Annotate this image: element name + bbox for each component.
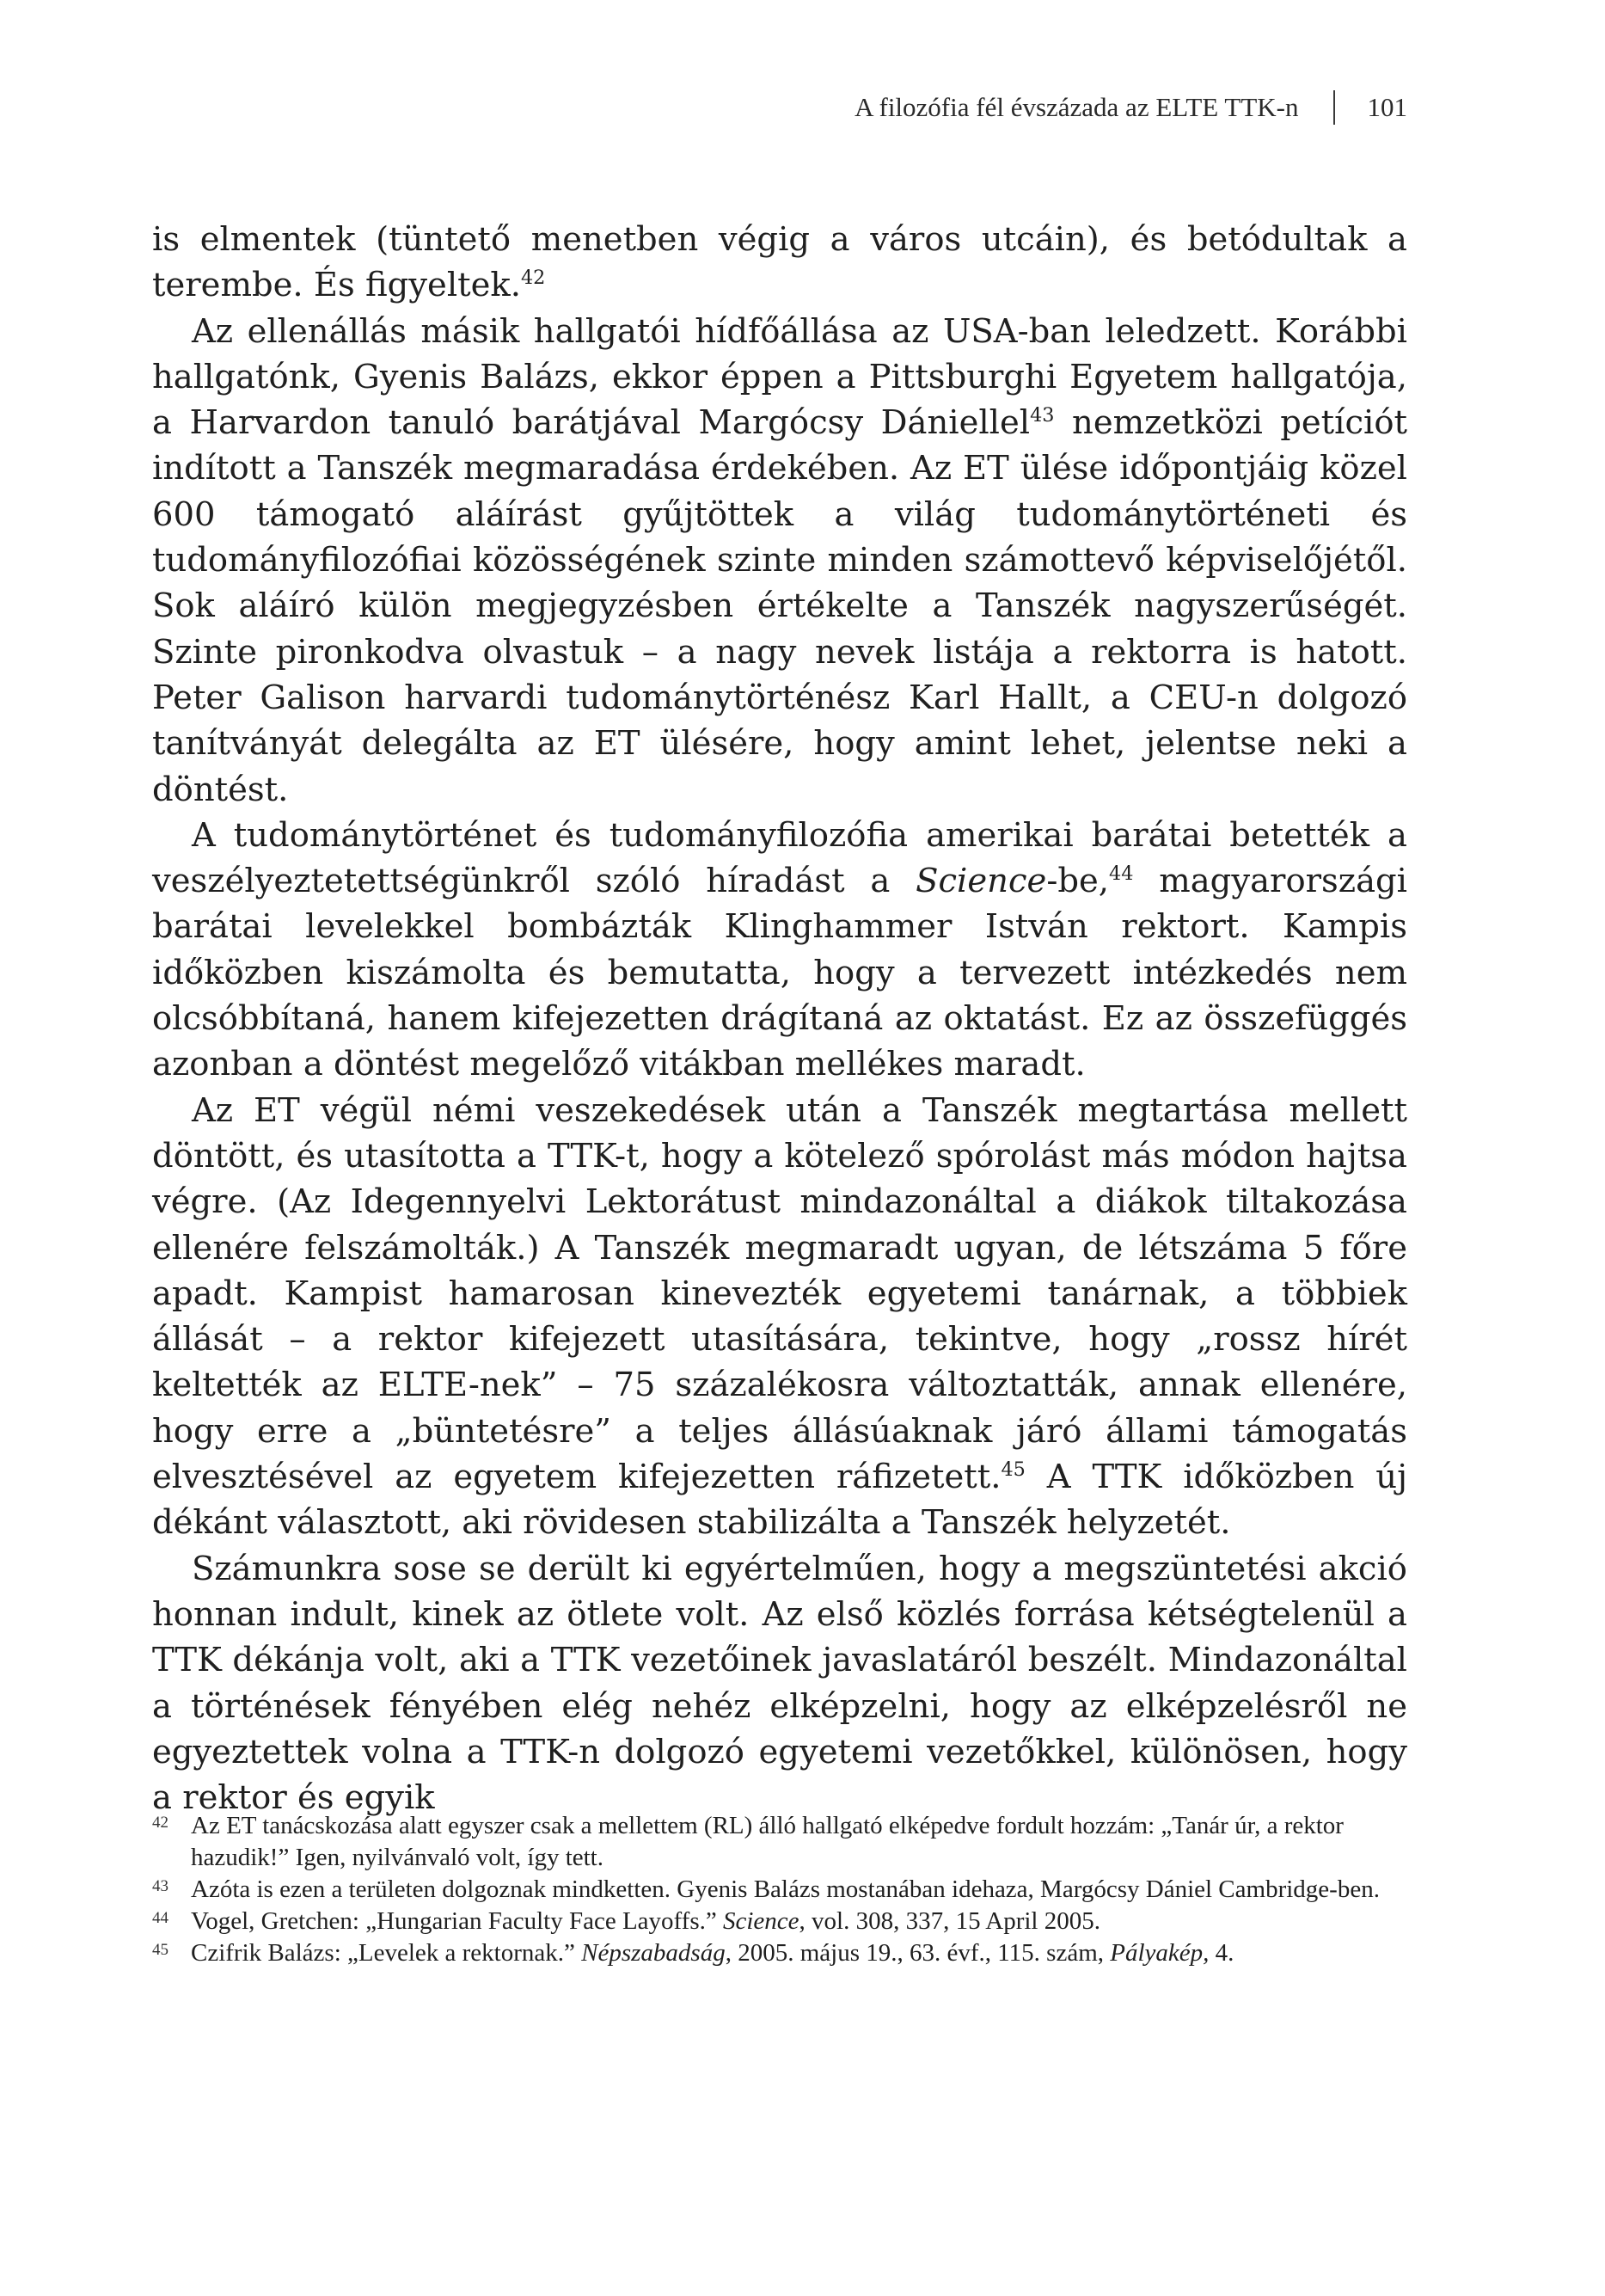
footnote-text: Az ET tanácskozása alatt egyszer csak a mellettem (RL) álló hallgató elképedve fordult hozzám: „Tanár úr, a rektor hazudik!” Igen, nyilvánvaló volt, így tett. <box>191 1812 1344 1871</box>
journal-title: Science <box>723 1907 799 1935</box>
running-head-separator <box>1333 90 1335 125</box>
footnote-text-part: , vol. 308, 337, 15 April 2005. <box>799 1907 1100 1935</box>
footnotes <box>152 1810 1407 1969</box>
paragraph-text: magyarországi barátai levelekkel bombázták Klinghammer István rektort. Kampis időközben kiszámolta és bemutatta, hogy a tervezett intézkedés nem olcsóbbítaná, hanem kifejezetten drágítaná az oktatást. Ez az összefüggés azonban a döntést megelőző vitákban mellékes maradt. <box>152 862 1407 1084</box>
footnote-ref-44[interactable]: 44 <box>1109 863 1134 886</box>
footnote-ref-43[interactable]: 43 <box>1030 404 1055 427</box>
paragraph-text: Az ellenállás másik hallgatói hídfőállása az USA-ban leledzett. Korábbi hallgatónk, Gyenis Balázs, ekkor éppen a Pittsburghi Egyetem hallgatója, a Harvardon tanuló barátjával Margócsy Dániellel <box>152 311 1407 443</box>
footnote-44 <box>152 1906 1407 1937</box>
footnote-text <box>191 1937 1407 1969</box>
paragraph-1 <box>152 217 1407 309</box>
paragraph-text: Az ET végül némi veszekedések után a Tanszék megtartása mellett döntött, és utasította a TTK-t, hogy a kötelező spórolást más módon hajtsa végre. (Az Idegennyelvi Lektorátust mindazonáltal a diákok tiltakozása ellenére felszámolták.) A Tanszék megmaradt ugyan, de létszáma 5 főre apadt. Kampist hamarosan kinevezték egyetemi tanárnak, a többiek állását – a rektor kifejezett utasítására, tekintve, hogy „rossz hírét keltették az ELTE-nek” – 75 százalékosra változtatták, annak ellenére, hogy erre a „büntetésre” a teljes állásúaknak járó állami támogatás elvesztésével az egyetem kifejezetten ráfizetett. <box>152 1090 1407 1497</box>
paragraph-text: Számunkra sose se derült ki egyértelműen, hogy a megszüntetési akció honnan indult, kinek az ötlete volt. Az első közlés forrása kétségtelenül a TTK dékánja volt, aki a TTK vezetőinek javaslatáról beszélt. Mindazonáltal a történések fényében elég nehéz elképzelni, hogy az elképzelésről ne egyeztettek volna a TTK-n dolgozó egyetemi vezetőkkel, különösen, hogy a rektor és egyik <box>152 1549 1407 1818</box>
body-text <box>152 217 1407 1820</box>
footnote-number: 43 <box>152 1877 168 1895</box>
page-number: 101 <box>1367 92 1407 122</box>
footnote-ref-45[interactable]: 45 <box>1001 1458 1026 1482</box>
footnote-text: Azóta is ezen a területen dolgoznak mindketten. Gyenis Balázs mostanában idehaza, Margócsy Dániel Cambridge-ben. <box>191 1875 1380 1903</box>
paragraph-text: A TTK időközben új dékánt választott, aki rövidesen stabilizálta a Tanszék helyzetét. <box>152 1458 1408 1543</box>
paragraph-4 <box>152 1088 1407 1546</box>
running-head-title: A filozófia fél évszázada az ELTE TTK-n <box>855 92 1299 122</box>
section-title: Pályakép, <box>1110 1939 1210 1967</box>
footnote-45 <box>152 1937 1407 1969</box>
footnote-number: 45 <box>152 1941 168 1959</box>
footnote-number: 42 <box>152 1814 168 1832</box>
footnote-text-part: , 2005. május 19., 63. évf., 115. szám, <box>725 1939 1111 1967</box>
footnote-text-part: Czifrik Balázs: „Levelek a rektornak.” <box>191 1939 582 1967</box>
footnote-number: 44 <box>152 1909 168 1927</box>
paragraph-5 <box>152 1546 1407 1821</box>
paragraph-3 <box>152 813 1407 1088</box>
paragraph-text: -be, <box>1046 862 1109 901</box>
footnote-ref-42[interactable]: 42 <box>520 267 546 290</box>
paragraph-text: is elmentek (tüntető menetben végig a város utcáin), és betódultak a terembe. És figyeltek. <box>152 220 1407 305</box>
journal-title: Science <box>916 862 1047 901</box>
footnote-text-part: 4. <box>1209 1939 1234 1967</box>
newspaper-title: Népszabadság <box>581 1939 726 1967</box>
footnote-43 <box>152 1874 1407 1906</box>
footnote-42 <box>152 1810 1407 1874</box>
running-head <box>855 90 1407 125</box>
footnote-text <box>191 1906 1407 1937</box>
paragraph-text: A tudománytörténet és tudományfilozófia amerikai barátai betették a veszélyeztetettségünkről szóló híradást a <box>152 815 1407 901</box>
paragraph-2 <box>152 309 1407 813</box>
paragraph-text: nemzetközi petíciót indított a Tanszék megmaradása érdekében. Az ET ülése időpontjáig közel 600 támogató aláírást gyűjtöttek a világ tudománytörténeti és tudományfilozófiai közösségének szinte minden számottevő képviselőjétől. Sok aláíró külön megjegyzésben értékelte a Tanszék nagyszerűségét. Szinte pironkodva olvastuk – a nagy nevek listája a rektorra is hatott. Peter Galison harvardi tudománytörténész Karl Hallt, a CEU-n dolgozó tanítványát delegálta az ET ülésére, hogy amint lehet, jelentse neki a döntést. <box>152 403 1407 809</box>
footnote-text-part: Vogel, Gretchen: „Hungarian Faculty Face Layoffs.” <box>191 1907 723 1935</box>
